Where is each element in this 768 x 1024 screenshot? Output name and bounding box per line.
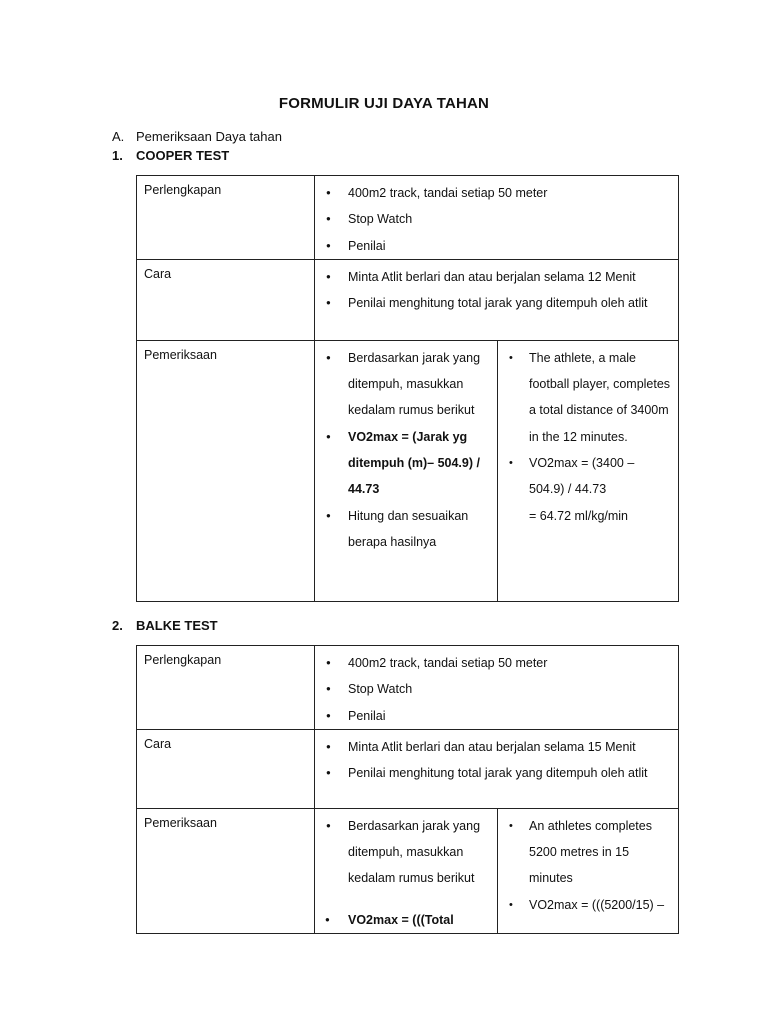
- section-heading-a: [112, 129, 282, 144]
- table-row-cara: [137, 729, 679, 808]
- section-number: A.: [112, 129, 125, 144]
- row-label-cell: [137, 176, 315, 260]
- row-label-cell: [137, 646, 315, 730]
- row-label: Pemeriksaan: [144, 347, 217, 362]
- row-content-cell: [315, 646, 679, 730]
- list-item: ● Minta Atlit berlari dan atau berjalan selama 15 Menit: [322, 734, 671, 760]
- example-item: • An athletes completes 5200 metres in 15 minutes: [505, 813, 671, 892]
- bullet-list: [322, 345, 490, 555]
- table-row-perlengkapan: [137, 646, 679, 730]
- example-cell: [498, 808, 679, 933]
- test-heading-cooper: [112, 148, 229, 163]
- row-label-cell: [137, 340, 315, 601]
- row-label-cell: [137, 808, 315, 933]
- bullet-list: [322, 264, 671, 317]
- formula-item: ● VO2max = (Jarak yg ditempuh (m)– 504.9) / 44.73: [322, 424, 490, 503]
- list-item: ● Penilai: [322, 703, 671, 729]
- table-row-pemeriksaan: [137, 340, 679, 601]
- list-item: ● Berdasarkan jarak yang ditempuh, masukkan kedalam rumus berikut: [322, 813, 490, 892]
- section-label: Pemeriksaan Daya tahan: [136, 129, 282, 144]
- row-label: Cara: [144, 736, 172, 751]
- cooper-test-table: [136, 175, 679, 602]
- list-item: ● Stop Watch: [322, 206, 671, 232]
- example-list: [505, 813, 671, 918]
- example-result: = 64.72 ml/kg/min: [529, 508, 629, 523]
- procedure-cell: [315, 340, 498, 601]
- list-item: ● Berdasarkan jarak yang ditempuh, masukkan kedalam rumus berikut: [322, 345, 490, 424]
- row-content-cell: [315, 729, 679, 808]
- row-label-cell: [137, 259, 315, 340]
- list-item: ● Minta Atlit berlari dan atau berjalan selama 12 Menit: [322, 264, 671, 290]
- list-item: ● Stop Watch: [322, 676, 671, 702]
- list-item: ● Penilai: [322, 233, 671, 259]
- row-content-cell: [315, 176, 679, 260]
- list-item: ● Penilai menghitung total jarak yang ditempuh oleh atlit: [322, 760, 671, 786]
- row-label: Cara: [144, 266, 172, 281]
- example-item: • VO2max = (((5200/15) –: [505, 892, 671, 918]
- table-row-cara: [137, 259, 679, 340]
- test-number: 1.: [112, 148, 123, 163]
- bullet-list: [322, 813, 490, 892]
- bullet-list: [322, 180, 671, 259]
- formula-text: VO2max = (((Total: [348, 913, 454, 927]
- bullet-list: [322, 734, 671, 787]
- row-content-cell: [315, 259, 679, 340]
- list-item: ● 400m2 track, tandai setiap 50 meter: [322, 180, 671, 206]
- page-title: FORMULIR UJI DAYA TAHAN: [278, 95, 490, 112]
- bullet-glyph: ●: [325, 915, 330, 924]
- balke-test-table: [136, 645, 679, 934]
- test-name: COOPER TEST: [136, 148, 230, 163]
- example-item: • VO2max = (3400 – 504.9) / 44.73: [505, 450, 671, 503]
- bullet-list: [322, 650, 671, 729]
- example-list: [505, 345, 671, 503]
- row-label-cell: [137, 729, 315, 808]
- table-row-perlengkapan: [137, 176, 679, 260]
- test-number: 2.: [112, 618, 123, 633]
- row-label: Perlengkapan: [144, 653, 222, 667]
- row-label: Pemeriksaan: [144, 815, 217, 830]
- test-name: BALKE TEST: [136, 618, 218, 633]
- test-heading-balke: [112, 618, 218, 633]
- row-label: Perlengkapan: [144, 183, 222, 197]
- example-item: • The athlete, a male football player, completes a total distance of 3400m in the 12 minutes.: [505, 345, 671, 450]
- list-item: ● 400m2 track, tandai setiap 50 meter: [322, 650, 671, 676]
- list-item: ● Penilai menghitung total jarak yang ditempuh oleh atlit: [322, 290, 671, 316]
- list-item: ● Hitung dan sesuaikan berapa hasilnya: [322, 503, 490, 556]
- example-cell: [498, 340, 679, 601]
